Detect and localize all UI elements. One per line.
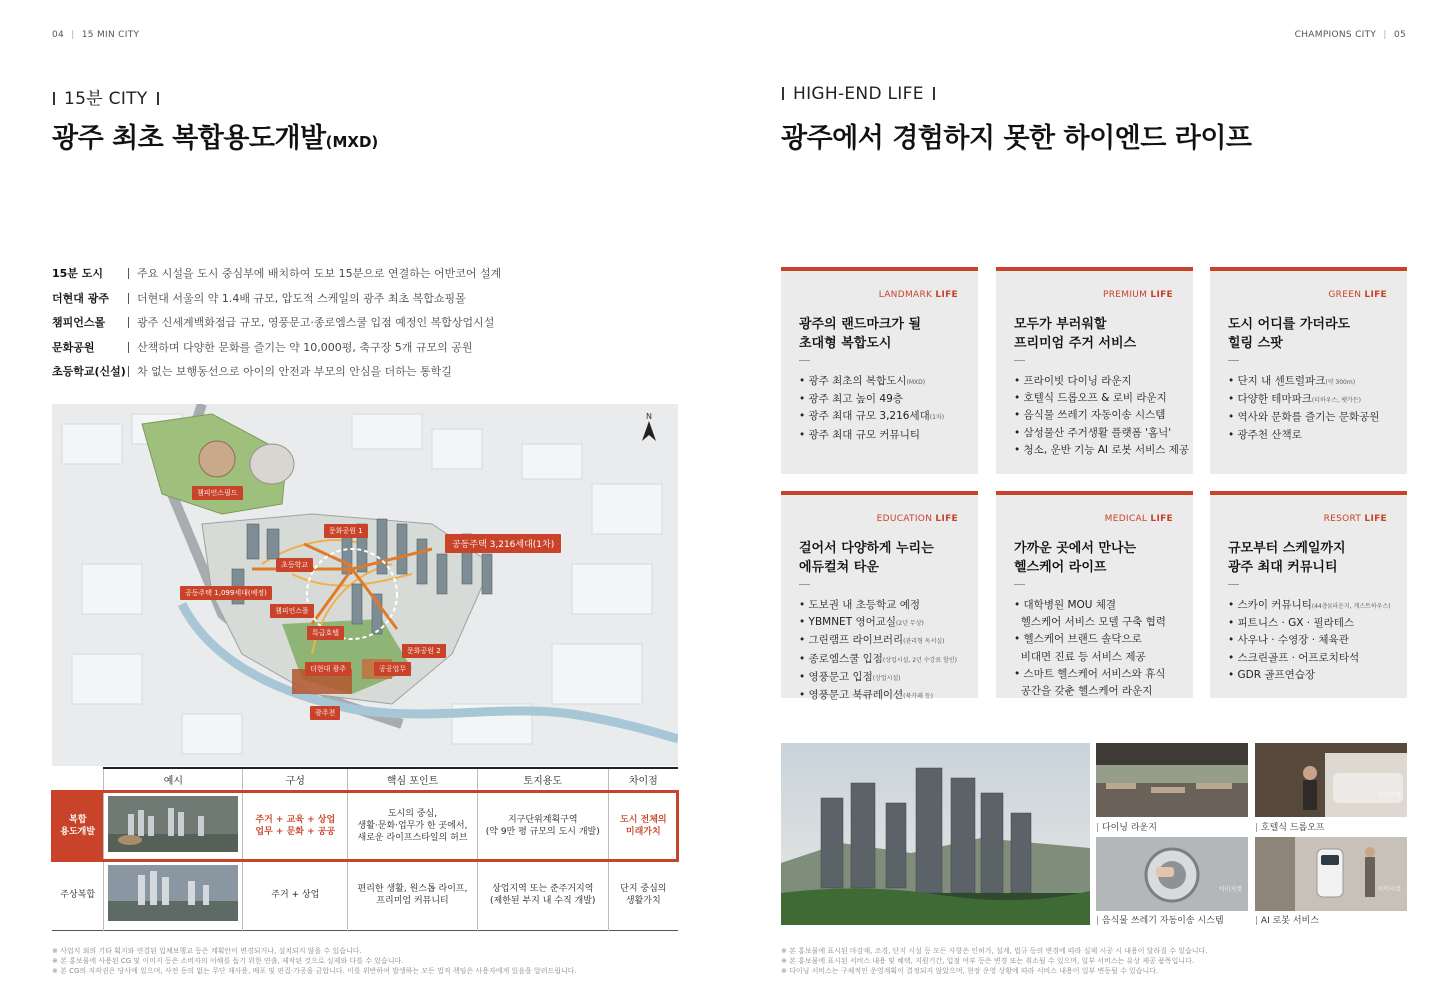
card-list-item xyxy=(1228,615,1391,632)
card-item-text: 다양한 테마파크 xyxy=(1237,393,1312,406)
card-item-text: 헬스케어 브랜드 솔닥으로 xyxy=(1023,633,1142,646)
card-list-item xyxy=(1014,666,1166,683)
card-divider xyxy=(799,584,810,585)
card-list-item xyxy=(799,427,944,444)
card-list-item xyxy=(799,597,957,614)
feature-value: 더현대 서울의 약 1.4배 규모, 압도적 스케일의 광주 최초 복합쇼핑몰 xyxy=(137,292,466,305)
card-list-item xyxy=(1228,373,1379,391)
image-badge: 이미지컷 xyxy=(1377,792,1401,799)
feature-row xyxy=(52,264,501,282)
card-item-note: (티하우스, 펫가든) xyxy=(1311,397,1361,405)
card-item-text: 그린램프 라이브러리 xyxy=(808,634,904,647)
card-item-text: 음식물 쓰레기 자동이송 시스템 xyxy=(1023,409,1166,422)
card-item-text: 영풍문고 북큐레이션 xyxy=(808,689,904,702)
card-label-life: LIFE xyxy=(935,290,958,300)
row-diff: 단지 중심의 생활가치 xyxy=(608,861,678,931)
card-label-life: LIFE xyxy=(1364,514,1387,524)
card-list-item xyxy=(1014,597,1166,614)
card-list-item xyxy=(799,373,944,391)
feature-value: 산책하며 다양한 문화를 즐기는 약 10,000평, 축구장 5개 규모의 공원 xyxy=(137,341,473,354)
caption-robot: | AI 로봇 서비스 xyxy=(1255,913,1319,926)
card-item-text: 도보권 내 초등학교 예정 xyxy=(808,599,920,611)
card-item-note: (2년 무상) xyxy=(896,620,924,628)
feature-value: 주요 시설을 도시 중심부에 배치하여 도보 15분으로 연결하는 어반코어 설계 xyxy=(137,267,502,280)
feature-key: 문화공원 xyxy=(52,341,95,354)
left-kicker-text: 15분 CITY xyxy=(64,89,148,109)
row-land: 상업지역 또는 준주거지역 (제한된 부지 내 수직 개발) xyxy=(477,861,608,931)
card-item-text: 사우나 · 수영장 · 체육관 xyxy=(1237,634,1349,647)
card-title-line: 광주 최대 커뮤니티 xyxy=(1228,560,1338,575)
card-list-item xyxy=(1228,427,1379,444)
table-row-mixed-use xyxy=(52,861,678,931)
card-item-text: 공간을 갖춘 헬스케어 라운지 xyxy=(1020,685,1153,698)
card-list-item xyxy=(799,614,957,632)
tower-photo xyxy=(781,743,1090,925)
card-item-text: 종로엠스쿨 입점 xyxy=(808,652,883,665)
row-diff: 도시 전체의 미래가치 xyxy=(608,791,678,861)
table-row-mxd xyxy=(52,791,678,861)
card-title-line: 에듀컬쳐 타운 xyxy=(799,560,879,575)
card-list-item xyxy=(1014,614,1166,631)
card-label xyxy=(877,514,958,524)
card-item-note: (북카페 등) xyxy=(903,693,933,701)
card-divider xyxy=(1014,584,1025,585)
right-note: ※ 본 홍보물에 표시된 마감재, 조경, 단지 시설 등 모든 사항은 인허가, 설계, 법규 등의 변경에 따라 실제 시공 시 내용이 달라질 수 있습니다. xyxy=(781,947,1208,955)
left-notes xyxy=(52,946,577,976)
card-list-item xyxy=(1228,632,1391,649)
card-list xyxy=(1014,373,1189,459)
table-header-row xyxy=(52,768,678,791)
card-list xyxy=(799,597,957,705)
card-label xyxy=(1324,514,1387,524)
card-label-main: EDUCATION xyxy=(876,514,933,524)
row-type: 주상복합 xyxy=(60,890,96,901)
card-label xyxy=(1105,514,1173,524)
card-label xyxy=(879,290,958,300)
card-item-text: 광주 최대 규모 3,216세대 xyxy=(808,410,930,423)
card-label-life: LIFE xyxy=(1150,514,1173,524)
right-note: ※ 다이닝 서비스는 구체적인 운영계획이 결정되지 않았으며, 현장 운영 상황에 따라 서비스 내용이 일부 변동될 수 있습니다. xyxy=(781,967,1159,975)
right-headline: 광주에서 경험하지 못한 하이엔드 라이프 xyxy=(781,123,1252,154)
row-type: 복합 용도개발 xyxy=(52,791,104,861)
card-label-main: LANDMARK xyxy=(878,290,933,300)
feature-key: 초등학교(신설) xyxy=(52,365,126,378)
card-list-item xyxy=(1228,409,1379,426)
map-tag-champions-field: 챔피언스필드 xyxy=(192,486,243,500)
card-item-text: 프라이빗 다이닝 라운지 xyxy=(1023,375,1132,387)
north-arrow-icon xyxy=(642,412,656,443)
row-image xyxy=(104,861,243,931)
card-item-text: 광주 최대 규모 커뮤니티 xyxy=(808,428,920,441)
site-map xyxy=(52,404,678,766)
robot-photo xyxy=(1255,837,1407,911)
card-item-note: (관리형 독서실) xyxy=(903,638,945,646)
feature-row xyxy=(52,289,466,307)
north-label: N xyxy=(646,412,652,421)
card-label-main: RESORT xyxy=(1323,514,1362,524)
caption-dining: | 다이닝 라운지 xyxy=(1096,820,1157,833)
life-card-education xyxy=(781,491,978,702)
card-title-line: 힐링 스팟 xyxy=(1228,336,1283,351)
table-header: 토지용도 xyxy=(477,768,608,791)
card-title xyxy=(1228,539,1346,577)
card-item-note: (44층)(라운지, 게스트하우스) xyxy=(1311,603,1391,610)
waste-system-photo xyxy=(1096,837,1248,911)
right-note: ※ 본 홍보물에 표시된 서비스 내용 및 혜택, 지원기간, 입점 여부 등은 변경 또는 취소될 수 있으며, 일부 서비스는 유상 제공 품목입니다. xyxy=(781,957,1195,965)
card-divider xyxy=(799,360,810,361)
row-composition: 주거 + 상업 xyxy=(243,861,348,931)
card-item-text: 피트니스 · GX · 필라테스 xyxy=(1237,617,1355,630)
card-list-item xyxy=(1014,442,1189,459)
table-header: 핵심 포인트 xyxy=(348,768,478,791)
card-item-note: (상업시설, 2년 수강료 할인) xyxy=(882,656,957,664)
left-page-number: 04 xyxy=(52,30,65,40)
card-list-item xyxy=(799,651,957,669)
feature-value: 광주 신세계백화점급 규모, 영풍문고·종로엠스쿨 입점 예정인 복합상업시설 xyxy=(137,316,495,329)
feature-key: 15분 도시 xyxy=(52,267,104,280)
card-list-item xyxy=(799,669,957,687)
right-kicker-text: HIGH-END LIFE xyxy=(793,84,924,104)
life-card-premium xyxy=(996,267,1193,474)
right-page-number: 05 xyxy=(1393,30,1406,40)
card-label-life: LIFE xyxy=(935,514,958,524)
right-section-name: CHAMPIONS CITY xyxy=(1294,30,1377,40)
feature-row xyxy=(52,362,452,380)
card-list-item xyxy=(1014,631,1166,648)
card-title-line: 도시 어디를 가더라도 xyxy=(1228,317,1351,332)
card-title xyxy=(1014,315,1136,353)
map-tag-champions-mall: 챔피언스몰 xyxy=(270,604,314,618)
left-headline xyxy=(52,116,378,155)
card-item-text: 대학병원 MOU 체결 xyxy=(1023,599,1117,611)
left-note: ※ 본 홍보물에 사용된 CG 및 이미지 등은 소비자의 이해를 돕기 위한 연출, 제작된 것으로 실제와 다를 수 있습니다. xyxy=(52,957,404,965)
image-badge: 이미지컷 xyxy=(1218,886,1242,893)
card-item-text: 스크린골프 · 어프로치타석 xyxy=(1237,651,1360,664)
left-headline-text: 광주 최초 복합용도개발 xyxy=(52,123,326,154)
map-tag-school: 초등학교 xyxy=(276,558,313,572)
card-list-item xyxy=(1014,649,1166,666)
card-item-text: 비대면 진료 등 서비스 제공 xyxy=(1020,650,1146,663)
card-list xyxy=(1228,597,1391,684)
map-tag-culture-park-2: 문화공원 2 xyxy=(402,644,446,658)
map-illustration xyxy=(52,404,678,766)
card-divider xyxy=(1228,584,1239,585)
card-item-text: 광주 최초의 복합도시 xyxy=(808,375,907,387)
card-list-item xyxy=(799,408,944,426)
map-tag-hotel: 특급호텔 xyxy=(307,626,344,640)
life-card-green xyxy=(1210,267,1407,474)
map-tag-office: 공공업무 xyxy=(374,662,411,676)
life-card-resort xyxy=(1210,491,1407,698)
card-item-text: YBMNET 영어교실 xyxy=(808,616,897,629)
left-page-header: 04 | 15 MIN CITY xyxy=(52,30,140,40)
card-item-note: (1차) xyxy=(929,414,945,422)
card-item-text: 광주천 산책로 xyxy=(1237,428,1302,441)
card-title-line: 가까운 곳에서 만나는 xyxy=(1014,541,1137,556)
card-item-text: 스마트 헬스케어 서비스와 휴식 xyxy=(1023,667,1166,680)
caption-waste: | 음식물 쓰레기 자동이송 시스템 xyxy=(1096,913,1224,926)
card-item-text: 광주 최고 높이 49층 xyxy=(808,393,903,406)
life-card-landmark xyxy=(781,267,978,474)
card-title-line: 프리미엄 주거 서비스 xyxy=(1014,336,1137,351)
card-title-line: 헬스케어 라이프 xyxy=(1014,560,1107,575)
right-page-header: CHAMPIONS CITY | 05 xyxy=(1294,30,1406,40)
card-list-item xyxy=(799,632,957,650)
card-title xyxy=(1014,539,1136,577)
card-title-line: 광주의 랜드마크가 될 xyxy=(799,317,922,332)
left-kicker xyxy=(44,84,168,109)
card-label xyxy=(1328,290,1387,300)
card-item-text: 영풍문고 입점 xyxy=(808,670,873,683)
life-card-medical xyxy=(996,491,1193,698)
card-title-line: 걸어서 다양하게 누리는 xyxy=(799,541,934,556)
left-headline-suffix: (MXD) xyxy=(325,133,379,151)
row-point: 도시의 중심, 생활·문화·업무가 한 곳에서, 새로운 라이프스타일의 허브 xyxy=(348,791,478,861)
left-note: ※ 본 CG의 저작권은 당사에 있으며, 사전 동의 없는 무단 재사용, 배포 및 편집·가공을 금합니다. 이를 위반하여 발생하는 모든 법적 책임은 사용자에게 있음을 알려드립니다. xyxy=(52,967,577,975)
table-header: 차이점 xyxy=(608,768,678,791)
table-header: 예시 xyxy=(104,768,243,791)
card-list-item xyxy=(1014,390,1189,407)
right-kicker xyxy=(773,84,944,104)
map-tag-stream: 광주천 xyxy=(310,706,340,720)
card-list-item xyxy=(1228,650,1391,667)
row-image xyxy=(104,791,243,861)
card-list-item xyxy=(1228,597,1391,615)
card-item-text: 단지 내 센트럴파크 xyxy=(1237,375,1326,387)
map-tag-culture-park-1: 문화공원 1 xyxy=(324,524,368,538)
card-item-text: 역사와 문화를 즐기는 문화공원 xyxy=(1237,411,1380,424)
card-item-text: 청소, 운반 기능 AI 로봇 서비스 제공 xyxy=(1023,443,1190,456)
card-list xyxy=(1014,597,1166,700)
caption-dropoff: | 호텔식 드롭오프 xyxy=(1255,820,1325,833)
feature-value: 차 없는 보행동선으로 아이의 안전과 부모의 안심을 더하는 통학길 xyxy=(137,365,452,378)
card-item-text: 호텔식 드롭오프 & 로비 라운지 xyxy=(1023,392,1167,405)
card-item-note: (상업시설) xyxy=(872,674,901,682)
feature-key: 더현대 광주 xyxy=(52,292,109,305)
card-list-item xyxy=(799,391,944,408)
card-list-item xyxy=(1014,373,1189,390)
left-section-name: 15 MIN CITY xyxy=(81,30,140,40)
map-tag-apartment-second: 공동주택 1,099세대(예정) xyxy=(180,586,272,600)
map-tag-apartment-main: 공동주택 3,216세대(1차) xyxy=(445,534,561,553)
table-header: 구성 xyxy=(243,768,348,791)
row-land: 지구단위계획구역 (약 9만 평 규모의 도시 개발) xyxy=(477,791,608,861)
card-item-text: 스카이 커뮤니티 xyxy=(1237,599,1312,611)
image-badge: 이미지컷 xyxy=(1377,886,1401,893)
card-item-text: GDR 골프연습장 xyxy=(1237,668,1316,681)
card-item-note: (MXD) xyxy=(906,379,926,386)
card-title-line: 모두가 부러워할 xyxy=(1014,317,1107,332)
card-item-text: 헬스케어 서비스 모델 구축 협력 xyxy=(1020,616,1166,629)
card-item-text: 삼성물산 주거생활 플랫폼 '홈닉' xyxy=(1023,426,1172,439)
feature-row xyxy=(52,338,472,356)
card-label-main: GREEN xyxy=(1328,290,1362,300)
card-list xyxy=(799,373,944,444)
feature-row xyxy=(52,313,494,331)
map-tag-hyundai: 더현대 광주 xyxy=(305,662,351,676)
dining-photo xyxy=(1096,743,1248,817)
right-notes xyxy=(781,946,1208,976)
row-composition: 주거 + 교육 + 상업 업무 + 문화 + 공공 xyxy=(243,791,348,861)
card-list-item xyxy=(1228,391,1379,409)
card-label-life: LIFE xyxy=(1150,290,1173,300)
feature-key: 챔피언스몰 xyxy=(52,316,106,329)
card-title xyxy=(1228,315,1350,353)
card-list xyxy=(1228,373,1379,444)
card-label xyxy=(1103,290,1173,300)
card-item-note: (약 300m) xyxy=(1325,379,1356,386)
card-divider xyxy=(1014,360,1025,361)
card-title xyxy=(799,315,921,353)
card-title xyxy=(799,539,934,577)
card-label-main: PREMIUM xyxy=(1102,290,1148,300)
card-list-item xyxy=(1014,425,1189,442)
card-label-main: MEDICAL xyxy=(1104,514,1148,524)
card-title-line: 초대형 복합도시 xyxy=(799,336,892,351)
card-label-life: LIFE xyxy=(1364,290,1387,300)
card-list-item xyxy=(1014,683,1166,700)
row-point: 편리한 생활, 원스톱 라이프, 프리미엄 커뮤니티 xyxy=(348,861,478,931)
left-note: ※ 사업지 외의 기타 획지와 연결된 입체보행교 등은 계획안이 변경되거나, 설치되지 않을 수 있습니다. xyxy=(52,947,362,955)
card-list-item xyxy=(1014,407,1189,424)
dropoff-photo xyxy=(1255,743,1407,817)
card-title-line: 규모부터 스케일까지 xyxy=(1228,541,1346,556)
card-divider xyxy=(1228,360,1239,361)
card-list-item xyxy=(1228,667,1391,684)
comparison-table xyxy=(52,767,678,931)
card-list-item xyxy=(799,687,957,705)
